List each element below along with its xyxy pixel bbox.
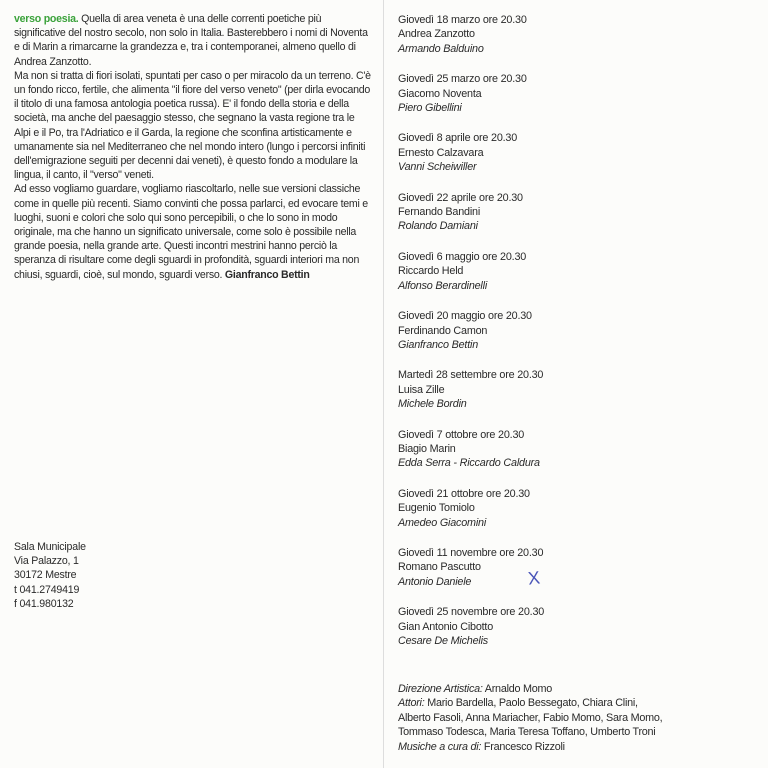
event-date: Giovedì 25 marzo ore 20.30: [398, 73, 527, 86]
event-date: Giovedì 18 marzo ore 20.30: [398, 14, 527, 26]
event-date: Giovedì 21 ottobre ore 20.30: [398, 487, 530, 500]
event-item: [398, 250, 738, 293]
event-item: [398, 605, 738, 648]
event-poet: Romano Pascutto: [398, 561, 481, 574]
handwritten-x-mark: X: [526, 567, 541, 589]
event-date: Giovedì 8 aprile ore 20.30: [398, 132, 518, 145]
event-item: [398, 546, 738, 589]
event-item: [398, 309, 738, 352]
event-item: [398, 13, 738, 56]
event-poet: Giacomo Noventa: [398, 87, 482, 100]
event-date: Giovedì 20 maggio ore 20.30: [398, 310, 532, 323]
credits-music: [398, 740, 758, 754]
venue-city: 30172 Mestre: [14, 569, 77, 582]
event-date: Giovedì 6 maggio ore 20.30: [398, 250, 527, 263]
event-item: [398, 368, 738, 411]
event-item: [398, 131, 738, 174]
credits-direction: [398, 682, 758, 696]
event-presenter: Edda Serra - Riccardo Caldura: [398, 457, 540, 470]
event-presenter: Alfonso Berardinelli: [398, 279, 488, 292]
intro-paragraph-2: Ma non si tratta di fiori isolati, spuntati per caso o per miracolo da un terreno. C'è un fondo ricco, fertile, che alimenta "il fiore del verso veneto" (per dirla evocando il titolo di una famosa antologia poetica russa). E' il fondo della storia e della società, ma anche del paesaggio stesso, che segnano la vasta regione tra le Alpi e il Po, tra l'Adriatico e il Garda, la regione che sconfina artisticamente e umanamente sia nel Mediterraneo che nel mondo intero (lungo i percorsi infiniti dell'emigrazione seguiti per decenni dai veneti), è questo fondo a modulare la lingua, il canto, il "verso" veneti.: [14, 69, 371, 182]
venue-fax: f 041.980132: [14, 597, 74, 610]
event-date: Giovedì 7 ottobre ore 20.30: [398, 428, 525, 441]
credits-music-label: Musiche a cura di:: [398, 740, 482, 753]
event-presenter: Cesare De Michelis: [398, 635, 489, 647]
intro-lead: verso poesia.: [14, 13, 79, 25]
event-presenter: Antonio Daniele: [398, 575, 472, 588]
credits-actors: [398, 696, 758, 710]
event-date: Martedì 28 settembre ore 20.30: [398, 369, 544, 382]
credits-actors-line-2: Alberto Fasoli, Anna Mariacher, Fabio Momo, Sara Momo,: [398, 711, 663, 724]
event-poet: Gian Antonio Cibotto: [398, 620, 494, 633]
venue-name: Sala Municipale: [14, 541, 86, 553]
event-presenter: Gianfranco Bettin: [398, 338, 479, 351]
event-presenter: Rolando Damiani: [398, 220, 478, 233]
credits-music-value: Francesco Rizzoli: [481, 740, 565, 753]
event-poet: Luisa Zille: [398, 383, 445, 396]
intro-paragraph-3: [14, 182, 372, 281]
event-poet: Riccardo Held: [398, 265, 464, 278]
event-poet: Biagio Marin: [398, 442, 456, 455]
event-date: Giovedì 25 novembre ore 20.30: [398, 606, 545, 619]
event-date: Giovedì 11 novembre ore 20.30: [398, 546, 544, 559]
credits-actors-line-1: Mario Bardella, Paolo Bessegato, Chiara Clini,: [424, 697, 638, 710]
intro-paragraph-1: [14, 12, 372, 69]
event-item: [398, 487, 738, 530]
credits-actors-line-3: Tommaso Todesca, Maria Teresa Toffano, Umberto Troni: [398, 726, 656, 739]
credits: [398, 682, 758, 754]
event-poet: Ernesto Calzavara: [398, 146, 484, 159]
credits-direction-label: Direzione Artistica:: [398, 683, 483, 695]
event-poet: Fernando Bandini: [398, 206, 481, 219]
event-list: [398, 13, 738, 664]
event-item: [398, 191, 738, 234]
credits-direction-value: Arnaldo Momo: [482, 683, 552, 695]
intro-paragraph-1-text: Quella di area veneta è una delle correnti poetiche più significative del nostro secolo, non solo in Italia. Basterebbero i nomi di Noventa e di Marin a rimarcarne la grandezza e, tra i contemporanei, almeno quello di Andrea Zanzotto.: [14, 13, 368, 68]
signature: Gianfranco Bettin: [224, 268, 310, 281]
event-presenter: Piero Gibellini: [398, 102, 462, 115]
event-poet: Andrea Zanzotto: [398, 28, 475, 41]
event-presenter: Michele Bordin: [398, 398, 467, 411]
intro-paragraph-3-text: Ad esso vogliamo guardare, vogliamo riascoltarlo, nelle sue versioni classiche come in quelle più recenti. Siamo convinti che possa parlarci, ed evocare temi e luoghi, suoni e colori che solo qui sono percepibili, o che lo sono in modo originale, ma che hanno un significato universale, come solo è possibile nella grande poesia, nella grande arte. Questi incontri mestrini hanno perciò la speranza di risultare come degli sguardi in profondità, sguardi interiori ma non chiusi, sguardi, cioè, sul mondo, sguardi verso.: [14, 183, 368, 281]
venue-phone: t 041.2749419: [14, 583, 80, 596]
event-poet: Ferdinando Camon: [398, 324, 488, 337]
event-item: [398, 72, 738, 115]
event-poet: Eugenio Tomiolo: [398, 502, 475, 515]
intro-text: [14, 12, 372, 282]
event-date: Giovedì 22 aprile ore 20.30: [398, 191, 523, 204]
event-presenter: Amedeo Giacomini: [398, 516, 487, 529]
event-presenter: Armando Balduino: [398, 42, 484, 55]
column-divider: [383, 0, 384, 768]
venue-address: [14, 540, 154, 611]
venue-street: Via Palazzo, 1: [14, 555, 79, 568]
event-presenter: Vanni Scheiwiller: [398, 161, 477, 174]
credits-actors-label: Attori:: [398, 697, 425, 710]
event-item: [398, 428, 738, 471]
